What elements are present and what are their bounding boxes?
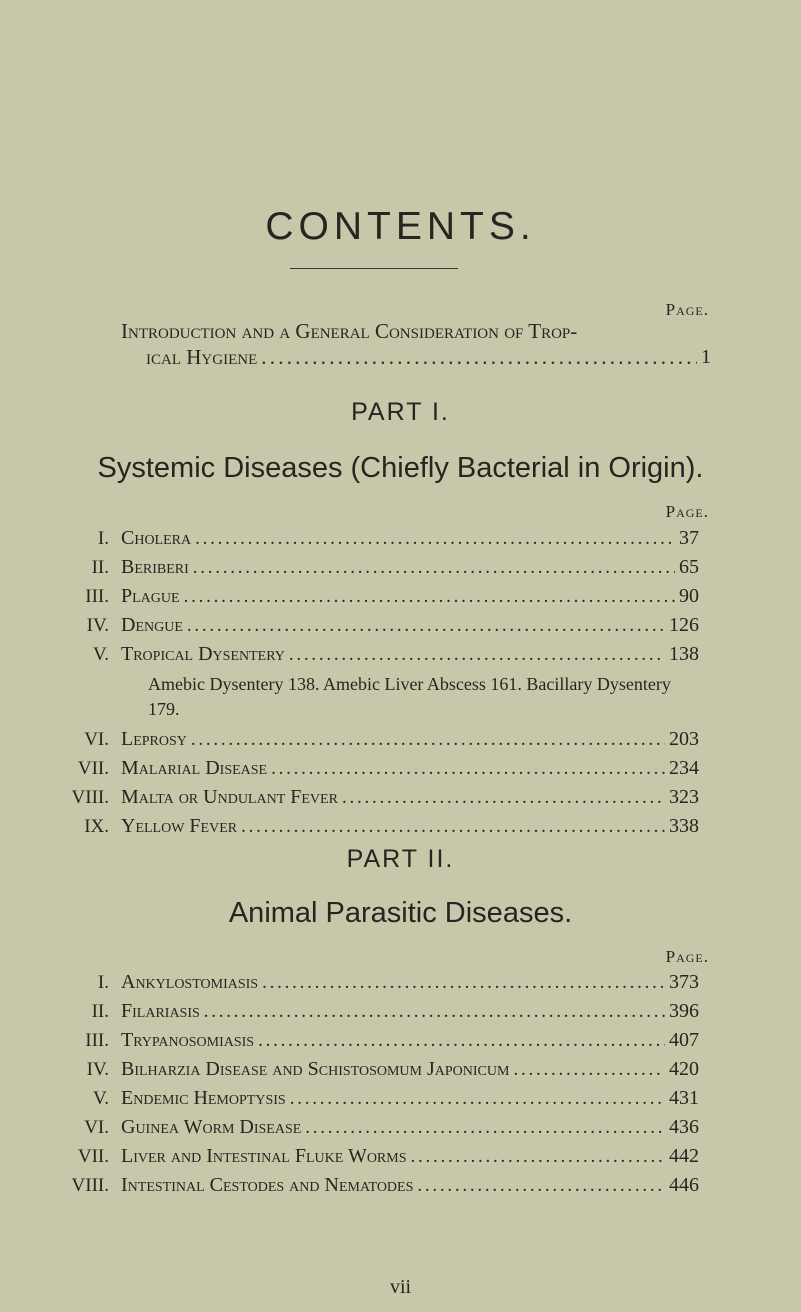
toc-row[interactable] (0, 786, 801, 815)
toc-row[interactable] (0, 757, 801, 786)
chapter-title: Dengue (121, 614, 183, 636)
chapter-number: II. (91, 557, 109, 578)
chapter-title: Liver and Intestinal Fluke Worms (121, 1145, 407, 1167)
leader-dots (271, 758, 665, 780)
leader-dots (187, 615, 665, 637)
chapter-number: VI. (84, 1117, 109, 1138)
title-rule (290, 268, 458, 269)
chapter-number: IX. (84, 816, 109, 837)
chapter-number: V. (92, 1088, 109, 1109)
chapter-page: 138 (669, 643, 699, 665)
toc-row[interactable] (0, 1174, 801, 1203)
leader-dots (305, 1117, 665, 1139)
part-1-toc (0, 527, 801, 844)
chapter-title: Guinea Worm Disease (121, 1116, 302, 1138)
chapter-title: Bilharzia Disease and Schistosomum Japonicum (121, 1058, 510, 1080)
introduction-line-1: Introduction and a General Consideration of Trop- (121, 319, 578, 343)
toc-row[interactable] (0, 1087, 801, 1116)
leader-dots (191, 729, 665, 751)
chapter-number: VI. (84, 729, 109, 750)
chapter-number: VIII. (71, 787, 109, 808)
chapter-page: 338 (669, 815, 699, 837)
chapter-page: 436 (669, 1116, 699, 1138)
leader-dots (513, 1059, 665, 1081)
toc-row[interactable] (0, 643, 801, 672)
leader-dots (193, 557, 675, 579)
toc-row[interactable] (0, 1116, 801, 1145)
dysentery-subentries: Amebic Dysentery 138. Amebic Liver Abscess 161. Bacillary Dysentery 179. (148, 674, 671, 719)
chapter-number: IV. (86, 1059, 109, 1080)
chapter-number: IV. (86, 615, 109, 636)
chapter-title: Cholera (121, 527, 192, 549)
chapter-page: 126 (669, 614, 699, 636)
part-1-subtitle: Systemic Diseases (Chiefly Bacterial in Origin). (97, 452, 704, 484)
chapter-number: II. (91, 1001, 109, 1022)
chapter-page: 373 (669, 971, 699, 993)
toc-row[interactable] (0, 728, 801, 757)
part-2-subtitle: Animal Parasitic Diseases. (228, 897, 573, 929)
leader-dots (184, 586, 675, 608)
chapter-number: III. (85, 586, 109, 607)
leader-dots (411, 1146, 665, 1168)
toc-row[interactable] (0, 1058, 801, 1087)
toc-row[interactable] (0, 1029, 801, 1058)
part-2-title: PART II. (346, 845, 455, 873)
chapter-title: Filariasis (121, 1000, 200, 1022)
chapter-number: VII. (77, 1146, 109, 1167)
chapter-page: 234 (669, 757, 699, 779)
chapter-page: 65 (679, 556, 699, 578)
toc-row[interactable] (0, 556, 801, 585)
chapter-page: 90 (679, 585, 699, 607)
chapter-title: Trypanosomiasis (121, 1029, 255, 1051)
chapter-page: 37 (679, 527, 699, 549)
leader-dots (258, 1030, 665, 1052)
chapter-title: Malarial Disease (121, 757, 268, 779)
chapter-number: VIII. (71, 1175, 109, 1196)
part-2-toc (0, 971, 801, 1203)
leader-dots (417, 1175, 665, 1197)
page-title: CONTENTS. (265, 205, 536, 248)
chapter-title: Ankylostomiasis (121, 971, 259, 993)
chapter-page: 446 (669, 1174, 699, 1196)
introduction-entry[interactable] (121, 318, 711, 370)
chapter-page: 442 (669, 1145, 699, 1167)
leader-dots (289, 644, 665, 666)
chapter-title: Leprosy (121, 728, 187, 750)
chapter-number: VII. (77, 758, 109, 779)
leader-dots (342, 787, 665, 809)
chapter-page: 420 (669, 1058, 699, 1080)
page-column-label: Page. (665, 300, 709, 319)
chapter-page: 203 (669, 728, 699, 750)
part-1-page-label: Page. (665, 502, 709, 521)
part-2-page-label: Page. (665, 947, 709, 966)
chapter-title: Beriberi (121, 556, 189, 578)
leader-dots (261, 344, 697, 370)
toc-row[interactable] (0, 585, 801, 614)
chapter-number: I. (97, 972, 109, 993)
introduction-page: 1 (701, 346, 711, 368)
toc-row[interactable] (0, 614, 801, 643)
leader-dots (204, 1001, 665, 1023)
chapter-page: 407 (669, 1029, 699, 1051)
leader-dots (241, 816, 665, 838)
part-1-title: PART I. (351, 398, 450, 426)
chapter-title: Plague (121, 585, 180, 607)
toc-row[interactable] (0, 1145, 801, 1174)
leader-dots (262, 972, 665, 994)
chapter-number: V. (92, 644, 109, 665)
leader-dots (195, 528, 675, 550)
chapter-number: III. (85, 1030, 109, 1051)
toc-row[interactable] (0, 815, 801, 844)
introduction-line-2: ical Hygiene (146, 345, 258, 369)
chapter-title: Endemic Hemoptysis (121, 1087, 286, 1109)
chapter-page: 396 (669, 1000, 699, 1022)
chapter-title: Intestinal Cestodes and Nematodes (121, 1174, 414, 1196)
chapter-title: Tropical Dysentery (121, 643, 285, 665)
page-folio: vii (389, 1276, 412, 1298)
chapter-number: I. (97, 528, 109, 549)
leader-dots (290, 1088, 665, 1110)
toc-row[interactable] (0, 527, 801, 556)
chapter-page: 323 (669, 786, 699, 808)
chapter-title: Malta or Undulant Fever (121, 786, 338, 808)
toc-row[interactable] (0, 971, 801, 1000)
chapter-title: Yellow Fever (121, 815, 238, 837)
toc-row[interactable] (0, 1000, 801, 1029)
chapter-page: 431 (669, 1087, 699, 1109)
